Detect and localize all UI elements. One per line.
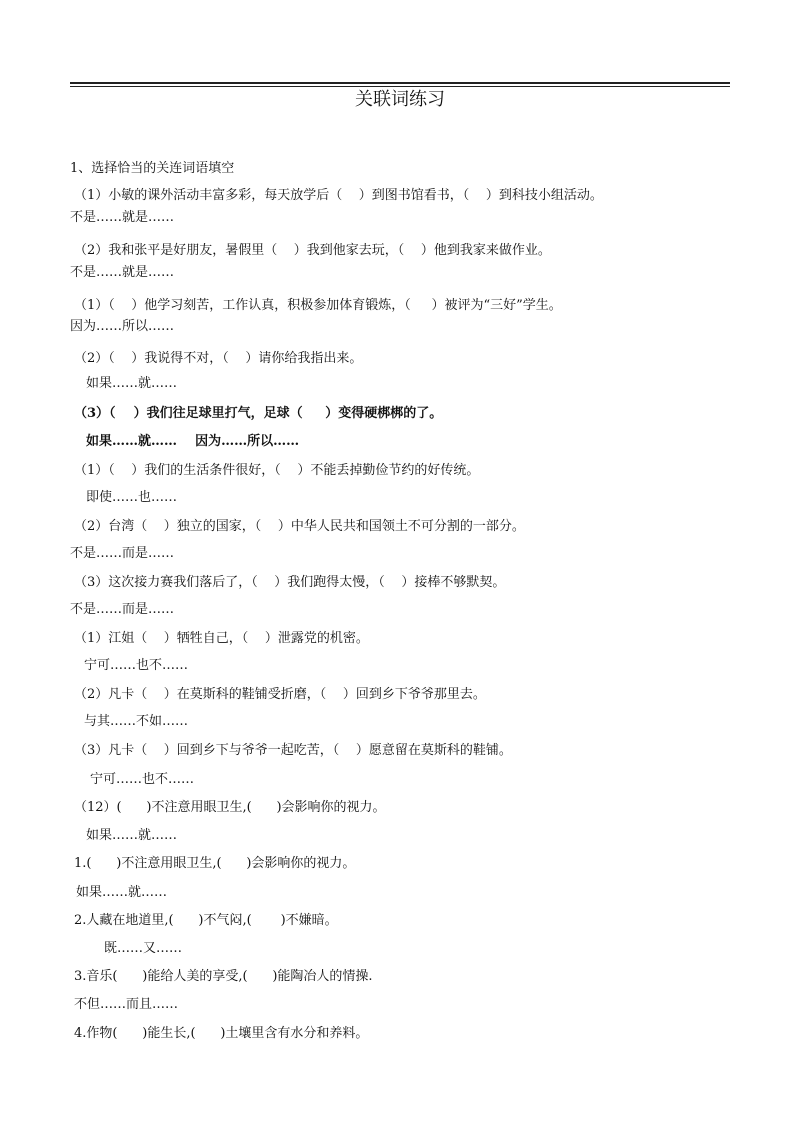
exercise-item: （1）小敏的课外活动丰富多彩，每天放学后（ ）到图书馆看书，（ ）到科技小组活动。 xyxy=(74,188,603,203)
conjunction-pair: 不是……而是…… xyxy=(70,602,175,617)
conjunction-pair: 宁可……也不…… xyxy=(84,658,189,673)
exercise-item: （12）( )不注意用眼卫生,( )会影响你的视力。 xyxy=(74,800,386,815)
exercise-item: （1）江姐（ ）牺牲自己，（ ）泄露党的机密。 xyxy=(74,631,369,646)
exercise-item: （2）（ ）我说得不对，（ ）请你给我指出来。 xyxy=(74,351,363,366)
exercise-item: 2.人藏在地道里,( )不气闷,( )不嫌暗。 xyxy=(74,913,338,928)
exercise-item: （1）（ ）他学习刻苦，工作认真，积极参加体育锻炼，（ ）被评为“三好”学生。 xyxy=(74,298,562,313)
conjunction-pair: 既……又…… xyxy=(104,941,183,956)
conjunction-pair: 与其……不如…… xyxy=(84,714,189,729)
conjunction-pair: 宁可……也不…… xyxy=(90,772,195,787)
exercise-item: （2）我和张平是好朋友，暑假里（ ）我到他家去玩，（ ）他到我家来做作业。 xyxy=(74,243,551,258)
conjunction-pair: 不是……就是…… xyxy=(70,265,175,280)
exercise-item: （2）凡卡（ ）在莫斯科的鞋铺受折磨，（ ）回到乡下爷爷那里去。 xyxy=(74,687,486,702)
conjunction-pair: 如果……就…… xyxy=(76,885,168,900)
exercise-item: （2）台湾（ ）独立的国家，（ ）中华人民共和国领土不可分割的一部分。 xyxy=(74,519,525,534)
exercise-item: 4.作物( )能生长,( )土壤里含有水分和养料。 xyxy=(74,1026,369,1041)
conjunction-pair: 即使……也…… xyxy=(86,490,178,505)
title-rule-thick xyxy=(70,82,730,84)
exercise-item: （3）（ ）我们往足球里打气，足球（ ）变得硬梆梆的了。 xyxy=(74,406,443,421)
exercise-item: （3）凡卡（ ）回到乡下与爷爷一起吃苦，（ ）愿意留在莫斯科的鞋铺。 xyxy=(74,743,512,758)
exercise-item: （1）（ ）我们的生活条件很好，（ ）不能丢掉勤俭节约的好传统。 xyxy=(74,463,480,478)
exercise-item: （3）这次接力赛我们落后了，（ ）我们跑得太慢，（ ）接棒不够默契。 xyxy=(74,575,506,590)
conjunction-pair: 不是……就是…… xyxy=(70,210,175,225)
conjunction-pair: 不是……而是…… xyxy=(70,546,175,561)
conjunction-pair: 如果……就…… xyxy=(86,376,178,391)
conjunction-pair: 因为……所以…… xyxy=(70,319,175,334)
conjunction-pair: 不但……而且…… xyxy=(74,997,179,1012)
section-heading: 1、选择恰当的关连词语填空 xyxy=(70,161,235,176)
exercise-item: 3.音乐( )能给人美的享受,( )能陶冶人的情操. xyxy=(74,969,373,984)
conjunction-pair: 如果……就…… xyxy=(86,828,178,843)
page-title: 关联词练习 xyxy=(355,89,445,110)
conjunction-pair: 如果……就…… 因为……所以…… xyxy=(86,434,300,449)
exercise-item: 1.( )不注意用眼卫生,( )会影响你的视力。 xyxy=(74,856,356,871)
title-rule-thin xyxy=(70,86,730,87)
